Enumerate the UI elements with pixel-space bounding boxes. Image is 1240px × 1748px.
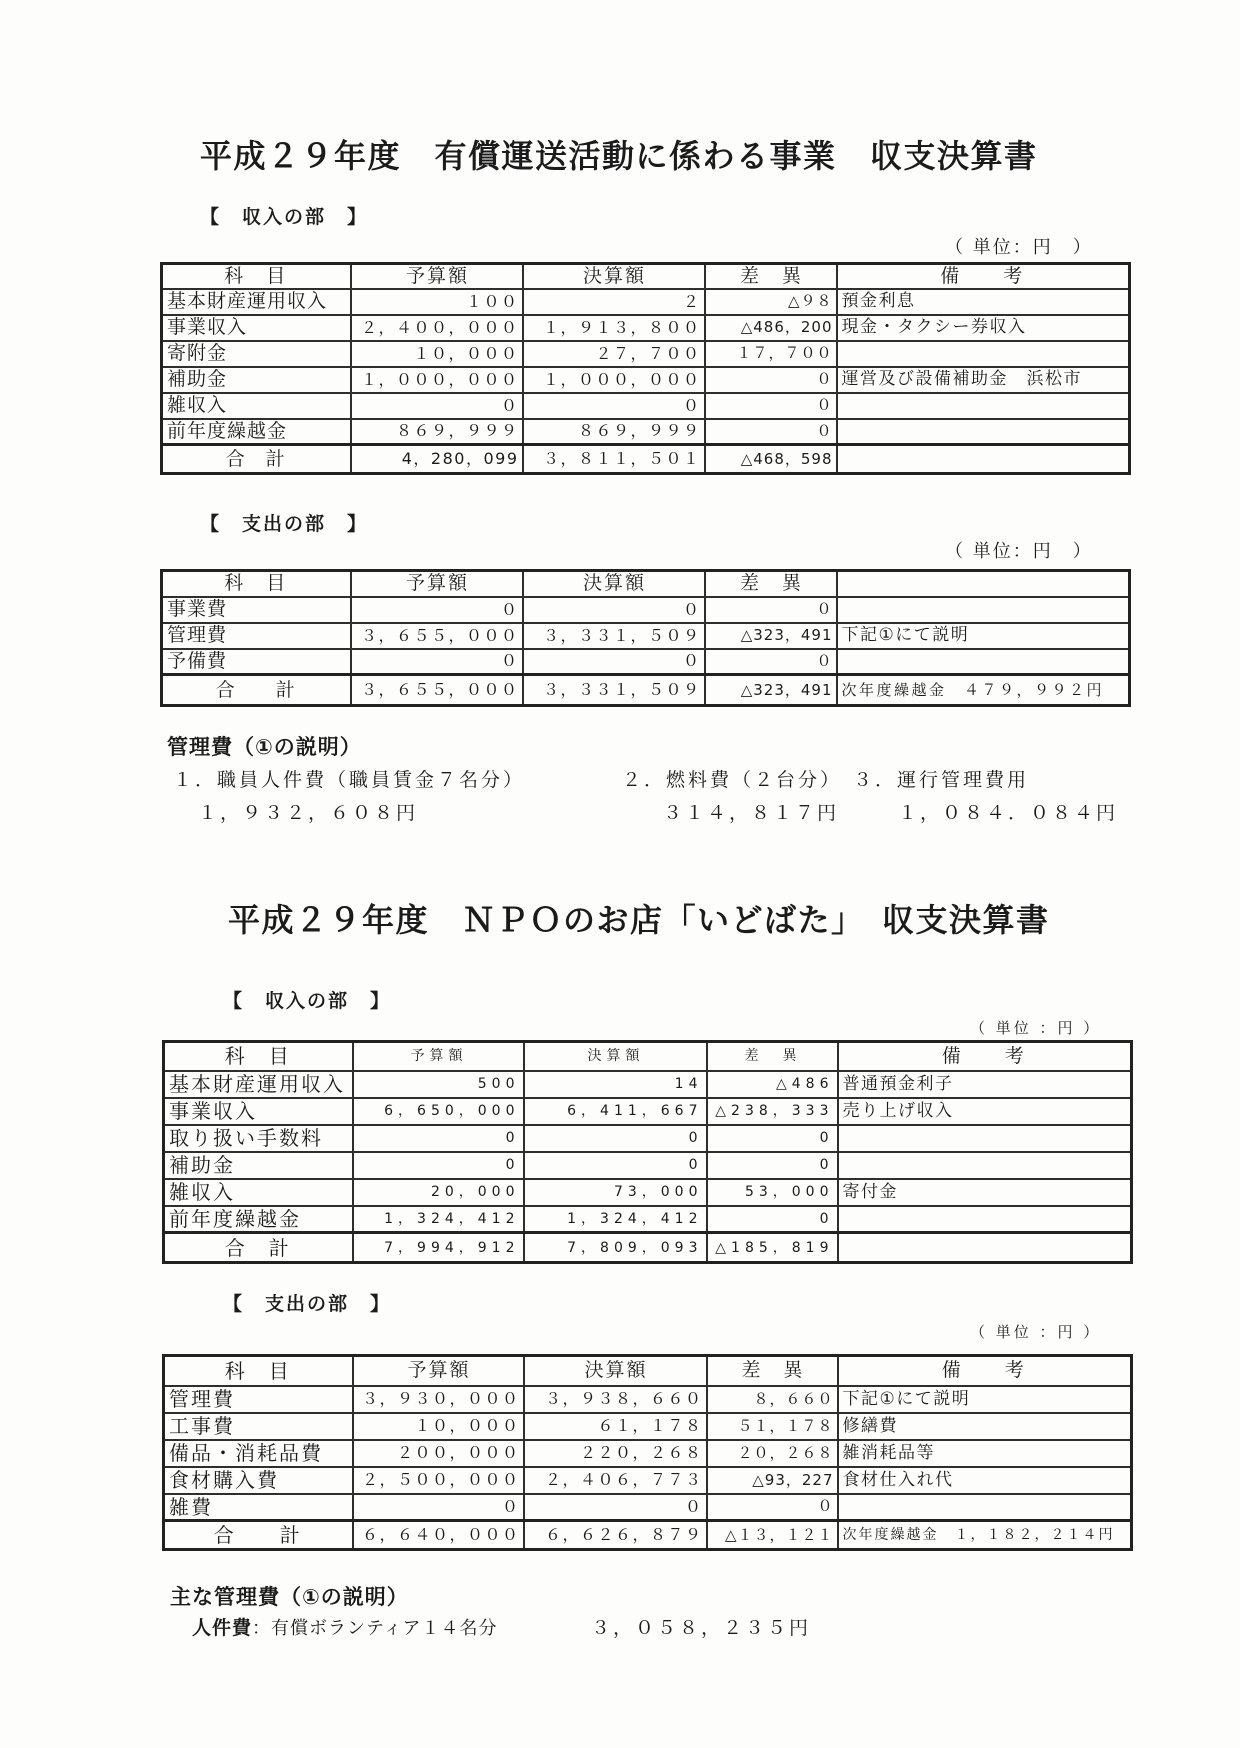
table-row xyxy=(164,1386,1132,1413)
cell-diff: ０ xyxy=(705,419,837,445)
cell-budget: １，０００，０００ xyxy=(351,367,523,393)
cell-diff: ０ xyxy=(705,393,837,419)
cell-note xyxy=(837,445,1130,474)
cell-budget: ２００，０００ xyxy=(353,1440,524,1467)
cell-item: 管理費 xyxy=(162,623,351,649)
unit-label: （ 単位：円 ） xyxy=(945,237,1093,258)
table-row xyxy=(162,367,1130,393)
cell-diff: 0 xyxy=(707,1152,838,1179)
cell-note xyxy=(838,1494,1132,1521)
cell-item: 備品・消耗品費 xyxy=(164,1440,353,1467)
cell-note: 普通預金利子 xyxy=(838,1071,1132,1098)
note-item-amount: １，９３２，６０８円 xyxy=(198,802,419,824)
note-item-label: ３．運行管理費用 xyxy=(853,769,1030,791)
column-header-actual: 決算額 xyxy=(523,571,705,597)
cell-diff: △323，491 xyxy=(705,675,837,706)
cell-budget: ８６９，９９９ xyxy=(351,419,523,445)
column-header-item: 科 目 xyxy=(164,1356,353,1386)
note-item-label: 人件費 xyxy=(192,1617,253,1639)
expense-heading: 【 支出の部 】 xyxy=(223,1293,392,1315)
unit-label: （ 単位 ：円 ） xyxy=(970,1019,1102,1037)
expense-table-transport xyxy=(160,569,1131,707)
cell-note xyxy=(837,341,1130,367)
column-header-actual: 決算額 xyxy=(523,264,705,289)
cell-note: 売り上げ収入 xyxy=(838,1098,1132,1125)
table-row xyxy=(162,315,1130,341)
cell-budget: ０ xyxy=(351,597,523,623)
table-row xyxy=(164,1494,1132,1521)
cell-note xyxy=(838,1152,1132,1179)
cell-budget: ０ xyxy=(353,1494,524,1521)
table-header-row xyxy=(164,1042,1132,1071)
note-item-amount: １，０８４．０８４円 xyxy=(898,802,1119,824)
cell-note xyxy=(837,649,1130,675)
table-row xyxy=(162,649,1130,675)
report-title-shop: 平成２９年度 ＮＰＯのお店「いどばた」 収支決算書 xyxy=(228,901,1050,939)
cell-actual: ３，９３８，６６０ xyxy=(524,1386,707,1413)
total-row xyxy=(164,1233,1132,1263)
cell-note xyxy=(838,1125,1132,1152)
table-row xyxy=(164,1206,1132,1233)
column-header-actual: 決算額 xyxy=(524,1042,707,1071)
unit-label: （ 単位 ：円 ） xyxy=(970,1323,1102,1341)
cell-item: 合 計 xyxy=(164,1233,353,1263)
cell-item: 基本財産運用収入 xyxy=(164,1071,353,1098)
cell-item: 合 計 xyxy=(164,1521,353,1550)
column-header-note xyxy=(837,571,1130,597)
cell-budget: １００ xyxy=(351,289,523,315)
cell-item: 前年度繰越金 xyxy=(162,419,351,445)
cell-note xyxy=(838,1206,1132,1233)
note-item-amount: ３１４，８１７円 xyxy=(663,802,840,824)
column-header-diff: 差 異 xyxy=(705,264,837,289)
table-header-row xyxy=(164,1356,1132,1386)
column-header-item: 科 目 xyxy=(164,1042,353,1071)
cell-note: 修繕費 xyxy=(838,1413,1132,1440)
cell-item: 事業収入 xyxy=(162,315,351,341)
note-item-description: ：有償ボランティア１４名分 xyxy=(252,1618,498,1639)
cell-actual: 6，411，667 xyxy=(524,1098,707,1125)
cell-note: 預金利息 xyxy=(837,289,1130,315)
cell-actual: 7，809，093 xyxy=(524,1233,707,1263)
cell-budget: ３，６５５，０００ xyxy=(351,675,523,706)
management-cost-note-heading: 管理費（①の説明） xyxy=(167,735,362,759)
column-header-diff: 差 異 xyxy=(707,1356,838,1386)
column-header-budget: 予算額 xyxy=(353,1356,524,1386)
cell-diff: ０ xyxy=(707,1494,838,1521)
cell-item: 雑収入 xyxy=(162,393,351,419)
table-row xyxy=(164,1467,1132,1494)
income-heading: 【 収入の部 】 xyxy=(223,990,392,1012)
cell-actual: ３，３３１，５０９ xyxy=(523,675,705,706)
cell-budget: 0 xyxy=(353,1152,524,1179)
cell-actual: 73，000 xyxy=(524,1179,707,1206)
cell-actual: 14 xyxy=(524,1071,707,1098)
cell-note xyxy=(838,1233,1132,1263)
cell-note: 次年度繰越金 ４７９，９９２円 xyxy=(837,675,1130,706)
cell-note xyxy=(837,597,1130,623)
cell-diff: △323，491 xyxy=(705,623,837,649)
table-row xyxy=(162,289,1130,315)
table-row xyxy=(164,1098,1132,1125)
cell-actual: 0 xyxy=(524,1125,707,1152)
cell-diff: １７，７００ xyxy=(705,341,837,367)
cell-note: 下記①にて説明 xyxy=(838,1386,1132,1413)
expense-heading: 【 支出の部 】 xyxy=(200,513,369,535)
cell-actual: ６，６２６，８７９ xyxy=(524,1521,707,1550)
income-heading: 【 収入の部 】 xyxy=(200,206,369,228)
table-row xyxy=(162,597,1130,623)
cell-diff: ２０，２６８ xyxy=(707,1440,838,1467)
cell-budget: 20，000 xyxy=(353,1179,524,1206)
cell-actual: ０ xyxy=(523,597,705,623)
cell-budget: 7，994，912 xyxy=(353,1233,524,1263)
cell-diff: 0 xyxy=(707,1206,838,1233)
cell-actual: １，９１３，８００ xyxy=(523,315,705,341)
cell-actual: ２ xyxy=(523,289,705,315)
column-header-item: 科 目 xyxy=(162,264,351,289)
table-row xyxy=(164,1152,1132,1179)
cell-budget: ６，６４０，０００ xyxy=(353,1521,524,1550)
cell-note: 運営及び設備補助金 浜松市 xyxy=(837,367,1130,393)
table-header-row xyxy=(162,571,1130,597)
note-item-label: ２．燃料費（２台分） xyxy=(622,769,843,791)
column-header-budget: 予算額 xyxy=(353,1042,524,1071)
cell-actual: ６１，１７８ xyxy=(524,1413,707,1440)
cell-budget: 6，650，000 xyxy=(353,1098,524,1125)
table-header-row xyxy=(162,264,1130,289)
column-header-actual: 決算額 xyxy=(524,1356,707,1386)
table-row xyxy=(164,1071,1132,1098)
cell-item: 基本財産運用収入 xyxy=(162,289,351,315)
cell-diff: △238，333 xyxy=(707,1098,838,1125)
cell-budget: 4，280，099 xyxy=(351,445,523,474)
column-header-budget: 予算額 xyxy=(351,264,523,289)
cell-item: 食材購入費 xyxy=(164,1467,353,1494)
cell-budget: ２，５００，０００ xyxy=(353,1467,524,1494)
cell-item: 補助金 xyxy=(164,1152,353,1179)
cell-diff: △185，819 xyxy=(707,1233,838,1263)
table-row xyxy=(162,623,1130,649)
table-row xyxy=(162,341,1130,367)
table-row xyxy=(162,419,1130,445)
note-item-amount: ３，０５８，２３５円 xyxy=(591,1617,812,1639)
column-header-note: 備 考 xyxy=(838,1042,1132,1071)
column-header-diff: 差 異 xyxy=(707,1042,838,1071)
cell-budget: 0 xyxy=(353,1125,524,1152)
management-cost-note-heading: 主な管理費（①の説明） xyxy=(170,1585,409,1609)
cell-note xyxy=(837,419,1130,445)
cell-diff: △１３，１２１ xyxy=(707,1521,838,1550)
cell-item: 工事費 xyxy=(164,1413,353,1440)
cell-actual: １，０００，０００ xyxy=(523,367,705,393)
table-row xyxy=(164,1440,1132,1467)
income-table-shop xyxy=(162,1040,1133,1264)
table-row xyxy=(162,393,1130,419)
cell-diff: △93，227 xyxy=(707,1467,838,1494)
cell-item: 雑収入 xyxy=(164,1179,353,1206)
cell-actual: ２，４０６，７７３ xyxy=(524,1467,707,1494)
cell-item: 予備費 xyxy=(162,649,351,675)
cell-note: 寄付金 xyxy=(838,1179,1132,1206)
expense-table-shop xyxy=(162,1354,1133,1551)
cell-budget: ０ xyxy=(351,649,523,675)
column-header-diff: 差 異 xyxy=(705,571,837,597)
cell-item: 事業収入 xyxy=(164,1098,353,1125)
cell-item: 取り扱い手数料 xyxy=(164,1125,353,1152)
cell-note: 下記①にて説明 xyxy=(837,623,1130,649)
cell-actual: ２２０，２６８ xyxy=(524,1440,707,1467)
income-table-transport xyxy=(160,262,1131,475)
unit-label: （ 単位：円 ） xyxy=(945,541,1093,562)
cell-diff: ８，６６０ xyxy=(707,1386,838,1413)
cell-actual: 1，324，412 xyxy=(524,1206,707,1233)
table-row xyxy=(164,1125,1132,1152)
cell-diff: △468，598 xyxy=(705,445,837,474)
cell-actual: ８６９，９９９ xyxy=(523,419,705,445)
column-header-note: 備 考 xyxy=(838,1356,1132,1386)
column-header-budget: 予算額 xyxy=(351,571,523,597)
cell-budget: ３，９３０，０００ xyxy=(353,1386,524,1413)
cell-item: 合 計 xyxy=(162,445,351,474)
cell-actual: ３，８１１，５０１ xyxy=(523,445,705,474)
cell-actual: 0 xyxy=(524,1152,707,1179)
cell-note: 雑消耗品等 xyxy=(838,1440,1132,1467)
total-row xyxy=(162,675,1130,706)
cell-diff: △486 xyxy=(707,1071,838,1098)
cell-item: 合 計 xyxy=(162,675,351,706)
table-row xyxy=(164,1413,1132,1440)
cell-note: 食材仕入れ代 xyxy=(838,1467,1132,1494)
cell-diff: 53，000 xyxy=(707,1179,838,1206)
cell-diff: ５１，１７８ xyxy=(707,1413,838,1440)
note-item-label: １．職員人件費（職員賃金７名分） xyxy=(173,769,526,791)
cell-item: 管理費 xyxy=(164,1386,353,1413)
cell-budget: 1，324，412 xyxy=(353,1206,524,1233)
cell-diff: ０ xyxy=(705,649,837,675)
cell-item: 事業費 xyxy=(162,597,351,623)
cell-budget: ３，６５５，０００ xyxy=(351,623,523,649)
total-row xyxy=(162,445,1130,474)
cell-actual: ２７，７００ xyxy=(523,341,705,367)
cell-diff: △486，200 xyxy=(705,315,837,341)
cell-budget: １０，０００ xyxy=(353,1413,524,1440)
cell-diff: ０ xyxy=(705,367,837,393)
cell-actual: ０ xyxy=(523,649,705,675)
column-header-item: 科 目 xyxy=(162,571,351,597)
cell-diff: 0 xyxy=(707,1125,838,1152)
cell-budget: １０，０００ xyxy=(351,341,523,367)
cell-actual: ３，３３１，５０９ xyxy=(523,623,705,649)
total-row xyxy=(164,1521,1132,1550)
cell-item: 補助金 xyxy=(162,367,351,393)
cell-item: 寄附金 xyxy=(162,341,351,367)
cell-diff: ０ xyxy=(705,597,837,623)
cell-note: 現金・タクシー券収入 xyxy=(837,315,1130,341)
table-row xyxy=(164,1179,1132,1206)
cell-budget: 500 xyxy=(353,1071,524,1098)
column-header-note: 備 考 xyxy=(837,264,1130,289)
cell-actual: ０ xyxy=(524,1494,707,1521)
cell-note: 次年度繰越金 １，１８２，２１４円 xyxy=(838,1521,1132,1550)
cell-actual: ０ xyxy=(523,393,705,419)
cell-budget: ０ xyxy=(351,393,523,419)
cell-note xyxy=(837,393,1130,419)
cell-item: 雑費 xyxy=(164,1494,353,1521)
cell-budget: ２，４００，０００ xyxy=(351,315,523,341)
cell-item: 前年度繰越金 xyxy=(164,1206,353,1233)
report-title-transport: 平成２９年度 有償運送活動に係わる事業 収支決算書 xyxy=(200,137,1038,175)
cell-diff: △９８ xyxy=(705,289,837,315)
